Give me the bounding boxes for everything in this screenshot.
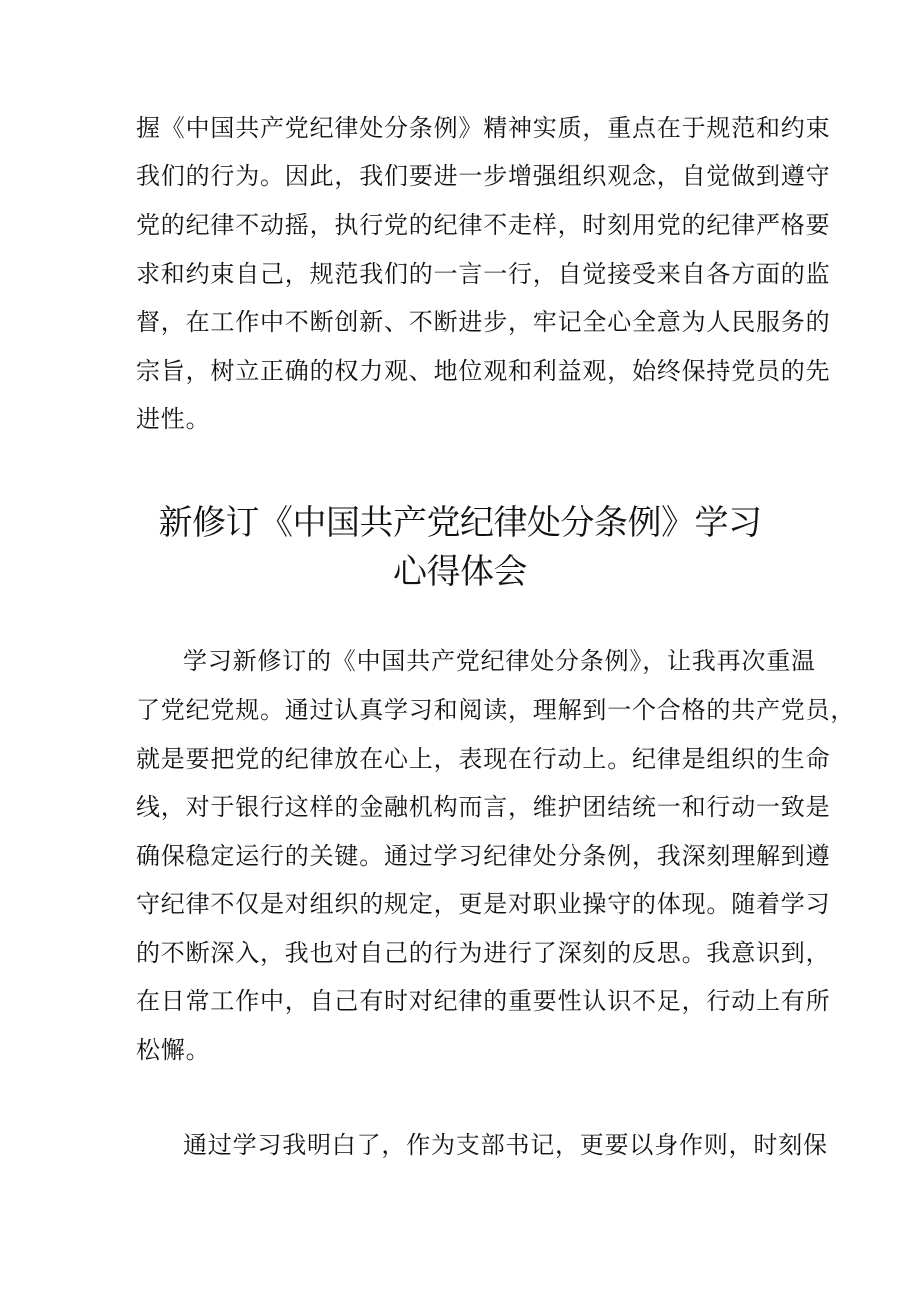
intro-paragraph-line: 宗旨，树立正确的权力观、地位观和利益观，始终保持党员的先 xyxy=(136,357,831,385)
paragraph-1-line: 松懈。 xyxy=(136,1036,211,1064)
intro-paragraph-line: 求和约束自己，规范我们的一言一行，自觉接受来自各方面的监 xyxy=(136,260,831,288)
article-title-line: 心得体会 xyxy=(393,552,527,592)
paragraph-1-line: 就是要把党的纪律放在心上，表现在行动上。纪律是组织的生命 xyxy=(136,745,831,773)
paragraph-1-line: 线，对于银行这样的金融机构而言，维护团结统一和行动一致是 xyxy=(136,793,831,821)
intro-paragraph-line: 我们的行为。因此，我们要进一步增强组织观念，自觉做到遵守 xyxy=(136,162,831,190)
paragraph-1-line: 了党纪党规。通过认真学习和阅读，理解到一个合格的共产党员， xyxy=(136,696,856,724)
intro-paragraph-line: 握《中国共产党纪律处分条例》精神实质，重点在于规范和约束 xyxy=(136,114,831,142)
paragraph-1-line: 确保稳定运行的关键。通过学习纪律处分条例，我深刻理解到遵 xyxy=(136,842,831,870)
paragraph-1-line: 在日常工作中，自己有时对纪律的重要性认识不足，行动上有所 xyxy=(136,987,831,1015)
intro-paragraph-line: 党的纪律不动摇，执行党的纪律不走样，时刻用党的纪律严格要 xyxy=(136,211,831,239)
paragraph-1-line: 学习新修订的《中国共产党纪律处分条例》，让我再次重温 xyxy=(183,647,816,675)
intro-paragraph-line: 进性。 xyxy=(136,405,211,433)
intro-paragraph-line: 督，在工作中不断创新、不断进步，牢记全心全意为人民服务的 xyxy=(136,308,831,336)
paragraph-2-line: 通过学习我明白了，作为支部书记，更要以身作则，时刻保 xyxy=(183,1131,828,1159)
paragraph-1-line: 守纪律不仅是对组织的规定，更是对职业操守的体现。随着学习 xyxy=(136,890,831,918)
paragraph-1-line: 的不断深入，我也对自己的行为进行了深刻的反思。我意识到， xyxy=(136,939,831,967)
article-title-line: 新修订《中国共产党纪律处分条例》学习 xyxy=(158,503,762,543)
